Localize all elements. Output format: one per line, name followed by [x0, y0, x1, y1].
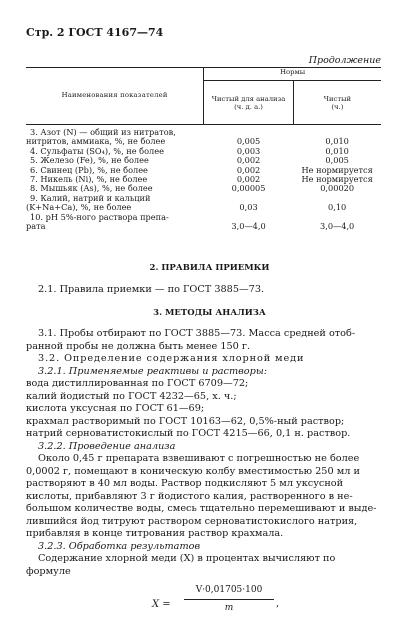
col-header-pure — [293, 81, 381, 125]
reagent-line: калий йодистый по ГОСТ 4232—65, х. ч.; — [26, 391, 237, 402]
col-header-pure-analysis — [204, 81, 294, 125]
section-2-title: 2. ПРАВИЛА ПРИЕМКИ — [149, 263, 270, 273]
formula-fraction-bar — [184, 599, 274, 600]
norms-table — [26, 67, 381, 231]
row-name: 10. pH 5%-ного раствора препа- — [30, 211, 169, 222]
reagent-line: кислота уксусная по ГОСТ 61—69; — [26, 403, 205, 414]
col-header-pure-analysis-label: Чистый для анализа — [211, 94, 286, 103]
continuation-label: Продолжение — [308, 55, 381, 66]
paragraph-line: Содержание хлорной меди (X) в процентах вычисляют по — [38, 553, 336, 564]
subsection-3-2-2-title: 3.2.2. Проведение анализа — [38, 441, 176, 452]
formula-numerator: V·0,01705·100 — [195, 585, 263, 595]
row-value-a: 0,002 — [236, 155, 261, 166]
row-value-b: Не нормируется — [301, 164, 373, 175]
paragraph-line: ранной пробы не должна быть менее 150 г. — [26, 341, 251, 352]
paragraph-line: прибавляя в конце титрования раствор крахмала. — [26, 528, 284, 539]
subsection-3-2-title: 3.2. Определение содержания хлорной меди — [38, 353, 305, 364]
reagent-line: крахмал растворимый по ГОСТ 10163—62, 0,5%-ный раствор; — [26, 416, 345, 427]
row-value-b: 3,0—4,0 — [320, 221, 355, 232]
paragraph-line: лившийся йод титруют раствором серноватистокислого натрия, — [26, 516, 358, 527]
row-value-b: Не нормируется — [301, 174, 373, 185]
col-header-pure-abbr: (ч.) — [331, 102, 344, 111]
col-header-name: Наименования показателей — [26, 68, 204, 125]
row-value-a: 0,002 — [236, 164, 261, 175]
row-value-a: 0,005 — [236, 136, 261, 147]
row-name: 9. Калий, натрий и кальций — [30, 192, 151, 203]
paragraph-line: Около 0,45 г препарата взвешивают с погрешностью не более — [38, 453, 360, 464]
row-value-b: 0,010 — [325, 136, 349, 147]
row-name: нитритов, аммиака, %, не более — [26, 136, 166, 147]
row-value-a: 0,002 — [236, 174, 261, 185]
reagent-line: натрий серноватистокислый по ГОСТ 4215—66, 0,1 н. раствор. — [26, 428, 351, 439]
paragraph-line: большом количестве воды, смесь тщательно перемешивают и выде- — [26, 503, 377, 514]
row-name: 7. Никель (Ni), %, не более — [30, 174, 148, 185]
paragraph-line: 0,0002 г, помещают в коническую колбу вместимостью 250 мл и — [26, 466, 360, 477]
row-value-a: 3,0—4,0 — [231, 221, 266, 232]
row-value-a: 0,003 — [236, 145, 261, 156]
section-3-title: 3. МЕТОДЫ АНАЛИЗА — [153, 308, 266, 318]
reagent-line: вода дистиллированная по ГОСТ 6709—72; — [26, 378, 249, 389]
paragraph-line: формуле — [26, 566, 71, 577]
subsection-3-2-1-title: 3.2.1. Применяемые реактивы и растворы: — [38, 366, 267, 377]
row-name: рата — [26, 221, 46, 232]
paragraph-line: 3.1. Пробы отбирают по ГОСТ 3885—73. Масса средней отоб- — [38, 328, 356, 339]
row-value-b: 0,010 — [325, 145, 349, 156]
row-name: 5. Железо (Fe), %, не более — [30, 155, 149, 166]
page-header: Стр. 2 ГОСТ 4167—74 — [26, 26, 164, 39]
paragraph-line: кислоты, прибавляют 3 г йодистого калия, растворенного в не- — [26, 491, 353, 502]
formula-suffix: , — [276, 598, 280, 609]
col-header-norms: Нормы — [204, 68, 381, 81]
row-value-b: 0,10 — [328, 202, 347, 213]
formula-denominator: m — [224, 603, 234, 613]
paragraph-line: растворяют в 40 мл воды. Раствор подкисляют 5 мл уксусной — [26, 478, 344, 489]
subsection-3-2-3-title: 3.2.3. Обработка результатов — [38, 541, 201, 552]
row-value-b: 0,005 — [325, 155, 349, 166]
formula-lhs-text: X = — [152, 599, 171, 610]
row-name: 8. Мышьяк (As), %, не более — [30, 183, 153, 194]
row-name: 4. Сульфаты (SO₄), %, не более — [30, 145, 164, 156]
row-value-b: 0,00020 — [320, 183, 355, 194]
row-value-a: 0,03 — [239, 202, 258, 213]
col-header-pure-label: Чистый — [323, 94, 352, 103]
paragraph-2-1: 2.1. Правила приемки — по ГОСТ 3885—73. — [38, 284, 265, 295]
row-name: 6. Свинец (Pb), %, не более — [30, 164, 148, 175]
row-name: 3. Азот (N) — общий из нитратов, — [30, 127, 176, 137]
formula-lhs — [152, 599, 171, 610]
row-value-a: 0,00005 — [231, 183, 266, 194]
col-header-pure-analysis-abbr: (ч. д. а.) — [234, 102, 263, 111]
row-name: (K+Na+Ca), %, не более — [26, 202, 132, 213]
table-row — [26, 222, 381, 231]
